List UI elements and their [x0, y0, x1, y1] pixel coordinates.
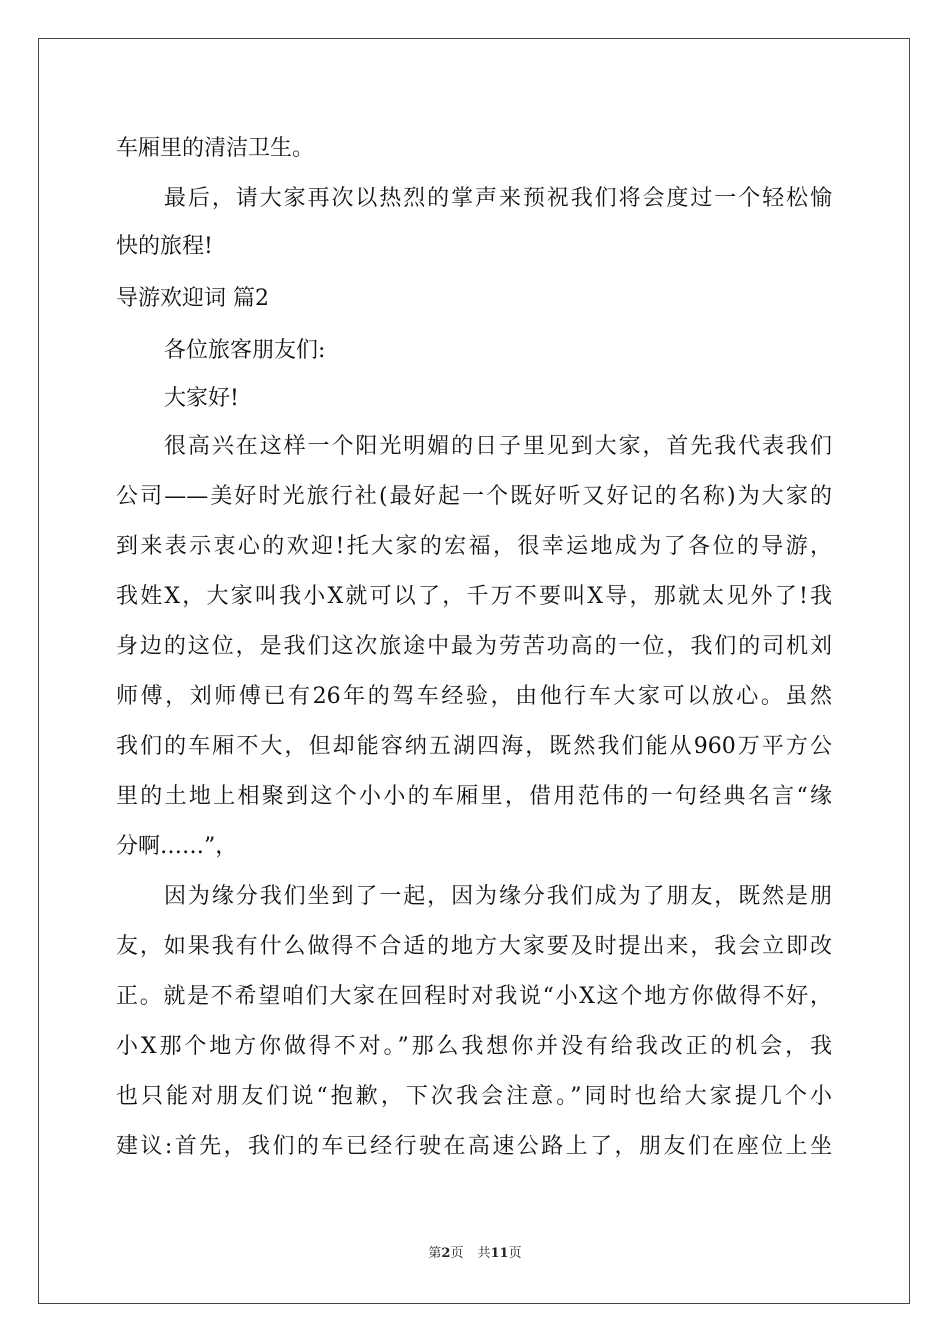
text-line: 最后，请大家再次以热烈的掌声来预祝我们将会度过一个轻松愉 [164, 186, 832, 211]
text-line: 到来表示衷心的欢迎!托大家的宏福，很幸运地成为了各位的导游， [116, 534, 832, 559]
text-line: 因为缘分我们坐到了一起，因为缘分我们成为了朋友，既然是朋 [164, 884, 832, 909]
text-line: 各位旅客朋友们: [164, 338, 326, 363]
text-line: 师傅，刘师傅已有26年的驾车经验，由他行车大家可以放心。虽然 [116, 684, 832, 709]
text-line: 我姓X，大家叫我小X就可以了，千万不要叫X导，那就太见外了!我 [116, 584, 832, 609]
text-line: 快的旅程! [116, 234, 213, 259]
total-label-suffix: 页 [508, 1246, 522, 1261]
text-line: 分啊……”， [116, 834, 238, 859]
text-line: 里的土地上相聚到这个小小的车厢里，借用范伟的一句经典名言“缘 [116, 784, 832, 809]
text-line: 很高兴在这样一个阳光明媚的日子里见到大家，首先我代表我们 [164, 434, 832, 459]
page-label-prefix: 第 [428, 1246, 442, 1261]
text-line: 身边的这位，是我们这次旅途中最为劳苦功高的一位，我们的司机刘 [116, 634, 832, 659]
text-line: 公司——美好时光旅行社(最好起一个既好听又好记的名称)为大家的 [116, 484, 832, 509]
text-line: 建议:首先，我们的车已经行驶在高速公路上了，朋友们在座位上坐 [116, 1134, 832, 1159]
text-line: 友，如果我有什么做得不合适的地方大家要及时提出来，我会立即改 [116, 934, 832, 959]
total-label-prefix: 共 [477, 1246, 491, 1261]
page-number: 2 [441, 1246, 451, 1261]
text-line: 也只能对朋友们说“抱歉，下次我会注意。”同时也给大家提几个小 [116, 1084, 832, 1109]
text-line: 大家好! [164, 386, 239, 411]
text-line: 我们的车厢不大，但却能容纳五湖四海，既然我们能从960万平方公 [116, 734, 832, 759]
text-line: 车厢里的清洁卫生。 [116, 136, 315, 161]
page-label-suffix: 页 [450, 1246, 464, 1261]
page-footer [0, 1245, 950, 1263]
total-pages: 11 [490, 1246, 509, 1261]
page-border [38, 38, 910, 1304]
text-line: 小X那个地方你做得不对。”那么我想你并没有给我改正的机会，我 [116, 1034, 832, 1059]
text-line: 正。就是不希望咱们大家在回程时对我说“小X这个地方你做得不好， [116, 984, 832, 1009]
section-heading: 导游欢迎词 篇2 [116, 286, 269, 311]
